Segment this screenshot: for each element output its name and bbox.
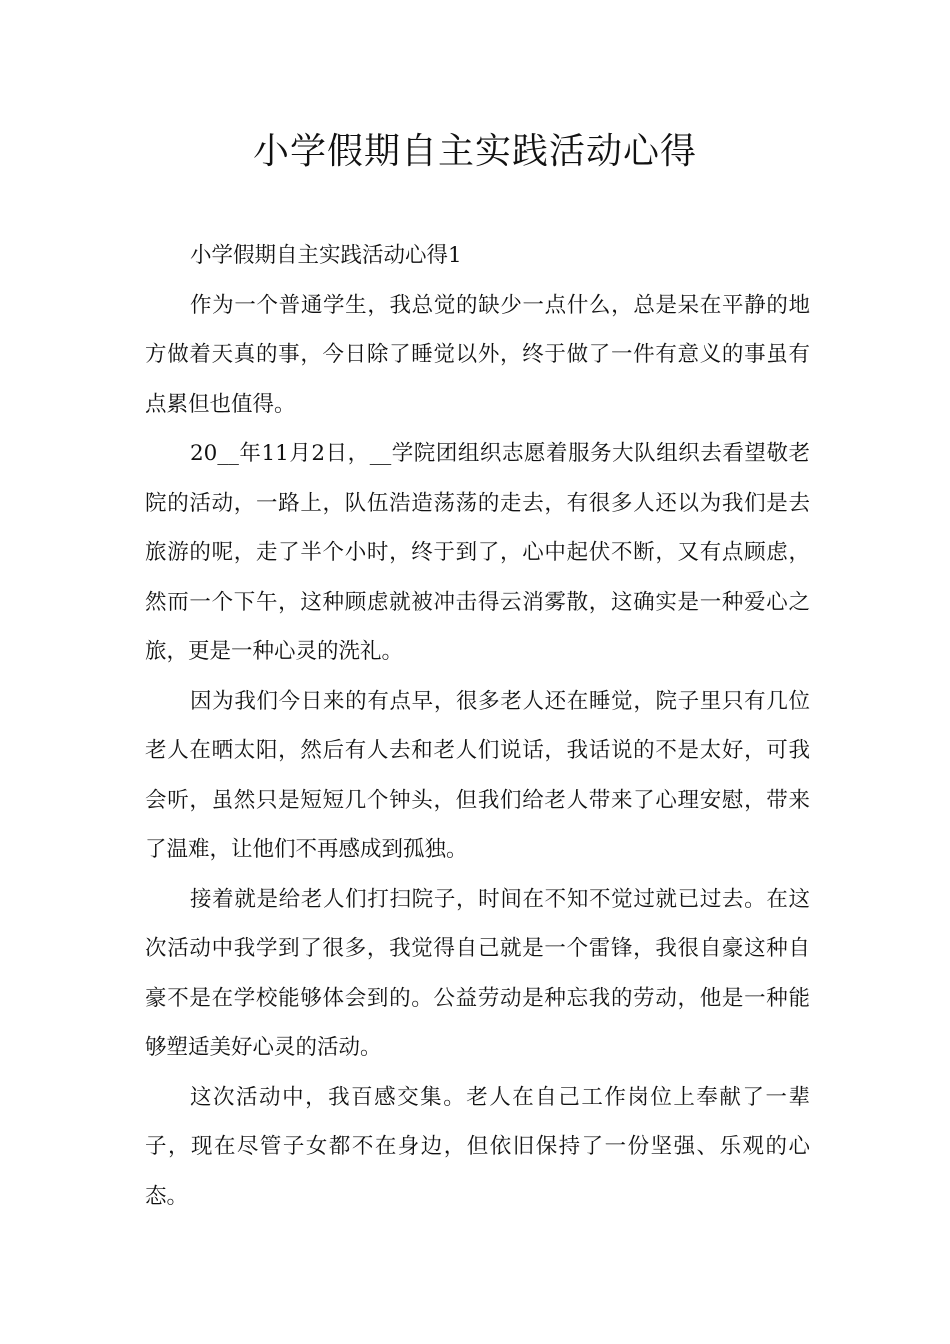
document-title: 小学假期自主实践活动心得	[252, 131, 697, 172]
paragraph: 接着就是给老人们打扫院子，时间在不知不觉过就已过去。在这次活动中我学到了很多，我觉得自己就是一个雷锋，我很自豪这种自豪不是在学校能够体会到的。公益劳动是种忘我的劳动，他是一种能够塑适美好心灵的活动。	[145, 886, 810, 1060]
paragraph: 作为一个普通学生，我总觉的缺少一点什么，总是呆在平静的地方做着天真的事，今日除了睡觉以外，终于做了一件有意义的事虽有点累但也值得。	[145, 292, 810, 417]
document-body	[145, 231, 810, 1221]
paragraph: 因为我们今日来的有点早，很多老人还在睡觉，院子里只有几位老人在晒太阳，然后有人去和老人们说话，我话说的不是太好，可我会听，虽然只是短短几个钟头，但我们给老人带来了心理安慰，带来了温难，让他们不再感成到孤独。	[145, 688, 810, 862]
paragraph: 这次活动中，我百感交集。老人在自己工作岗位上奉献了一辈子，现在尽管子女都不在身边，但依旧保持了一份坚强、乐观的心态。	[145, 1084, 810, 1209]
section-heading: 小学假期自主实践活动心得1	[190, 243, 462, 268]
paragraph: 20__年11月2日，__学院团组织志愿着服务大队组织去看望敬老院的活动，一路上，队伍浩造荡荡的走去，有很多人还以为我们是去旅游的呢，走了半个小时，终于到了，心中起伏不断，又有点顾虑，然而一个下午，这种顾虑就被冲击得云消雾散，这确实是一种爱心之旅，更是一种心灵的洗礼。	[145, 441, 810, 664]
